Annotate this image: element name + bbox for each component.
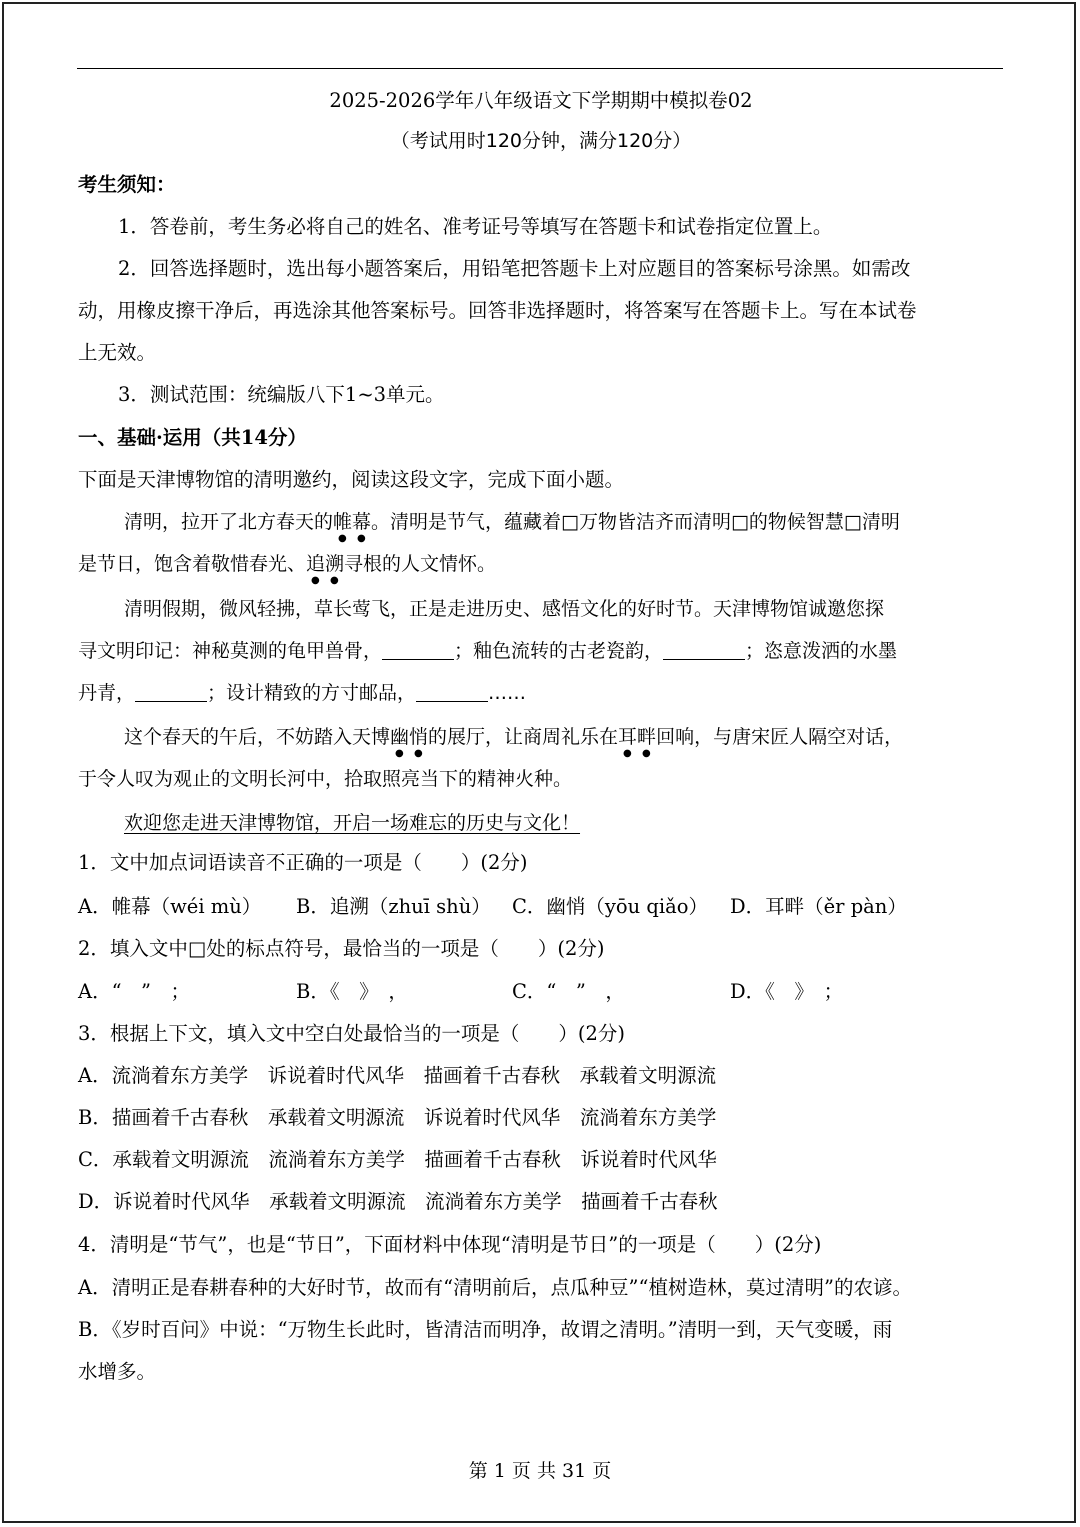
passage-p1-line1 <box>124 501 900 543</box>
text: 。清明是节气，蕴藏着□万物皆洁齐而清明□的物候智慧□清明 <box>371 511 900 533</box>
answer-blank <box>135 679 207 702</box>
passage-p3-line1 <box>124 716 903 758</box>
text: ；恣意泼洒的水墨 <box>745 640 898 662</box>
header-rule <box>77 68 1003 69</box>
dotted-word: 耳畔 <box>618 726 657 748</box>
question-2: 2．填入文中□处的标点符号，最恰当的一项是（ ）(2分) <box>78 937 605 960</box>
passage-p4: 欢迎您走进天津博物馆，开启一场难忘的历史与文化！ <box>124 812 581 834</box>
option-a: A．帷幕（wéi mù） <box>78 895 262 918</box>
option-a: A．“ ” ； <box>78 980 191 1003</box>
text: 的展厅，让商周礼乐在 <box>428 726 619 748</box>
question-3-option-d: D．诉说着时代风华 承载着文明源流 流淌着东方美学 描画着千古春秋 <box>78 1190 718 1213</box>
text: ；设计精致的方寸邮品， <box>207 682 417 704</box>
text: 回响，与唐宋匠人隔空对话， <box>656 726 904 748</box>
notice-item-2-cont: 动，用橡皮擦干净后，再选涂其他答案标号。回答非选择题时，将答案写在答题卡上。写在本试卷 <box>78 299 917 322</box>
question-4-option-a: A．清明正是春耕春种的大好时节，故而有“清明前后，点瓜种豆”“植树造林，莫过清明”的农谚。 <box>78 1276 912 1299</box>
dotted-word: 帷幕 <box>333 511 372 533</box>
question-3-option-b: B．描画着千古春秋 承载着文明源流 诉说着时代风华 流淌着东方美学 <box>78 1106 717 1129</box>
section-intro: 下面是天津博物馆的清明邀约，阅读这段文字，完成下面小题。 <box>78 468 625 491</box>
section-heading: 一、基础·运用（共14分） <box>78 426 307 449</box>
text: 寻根的人文情怀。 <box>344 553 497 575</box>
exam-title: 2025-2026学年八年级语文下学期期中模拟卷02 <box>329 89 753 112</box>
notice-item-2-end: 上无效。 <box>78 341 157 364</box>
option-d: D．《 》 ； <box>730 980 844 1003</box>
text: ；釉色流转的古老瓷韵， <box>454 640 664 662</box>
text: 清明，拉开了北方春天的 <box>124 511 334 533</box>
answer-blank <box>663 637 745 660</box>
passage-p2-line3 <box>78 672 526 714</box>
question-4-option-b: B．《岁时百问》中说：“万物生长此时，皆清洁而明净，故谓之清明。”清明一到，天气变暖，雨 <box>78 1318 893 1341</box>
notice-item-2: 2．回答选择题时，选出每小题答案后，用铅笔把答题卡上对应题目的答案标号涂黑。如需改 <box>118 257 911 280</box>
option-c: C．“ ” ， <box>512 980 625 1003</box>
passage-p2-line2 <box>78 630 897 672</box>
exam-subtitle: （考试用时120分钟，满分120分） <box>390 130 692 152</box>
text: 丹青， <box>78 682 136 704</box>
answer-blank <box>416 679 488 702</box>
question-4-option-b-cont: 水增多。 <box>78 1360 157 1383</box>
option-d: D．耳畔（ěr pàn） <box>730 895 907 918</box>
dotted-word: 追溯 <box>306 553 345 575</box>
question-2-options <box>78 971 1004 1013</box>
page-footer: 第 1 页 共 31 页 <box>468 1460 612 1482</box>
text: 寻文明印记：神秘莫测的龟甲兽骨， <box>78 640 383 662</box>
text: …… <box>488 682 527 704</box>
text: 这个春天的午后，不妨踏入天博 <box>124 726 391 748</box>
question-3-option-a: A．流淌着东方美学 诉说着时代风华 描画着千古春秋 承载着文明源流 <box>78 1064 717 1087</box>
passage-p1-line2 <box>78 543 496 585</box>
dotted-word: 幽悄 <box>390 726 429 748</box>
option-b: B．追溯（zhuī shù） <box>296 895 491 918</box>
passage-p2-line1: 清明假期，微风轻拂，草长莺飞，正是走进历史、感悟文化的好时节。天津博物馆诚邀您探 <box>124 598 885 620</box>
passage-p3-line2: 于令人叹为观止的文明长河中，拾取照亮当下的精神火种。 <box>78 768 573 790</box>
question-4: 4．清明是“节气”，也是“节日”，下面材料中体现“清明是节日”的一项是（ ）(2分) <box>78 1233 822 1256</box>
option-c: C．幽悄（yōu qiǎo） <box>512 895 709 918</box>
notice-item-1: 1．答卷前，考生务必将自己的姓名、准考证号等填写在答题卡和试卷指定位置上。 <box>118 215 833 238</box>
question-3-option-c: C．承载着文明源流 流淌着东方美学 描画着千古春秋 诉说着时代风华 <box>78 1148 717 1171</box>
question-1-options <box>78 886 1004 928</box>
question-3: 3．根据上下文，填入文中空白处最恰当的一项是（ ）(2分) <box>78 1022 626 1045</box>
option-b: B．《 》 ， <box>296 980 408 1003</box>
answer-blank <box>382 637 454 660</box>
notice-item-3: 3．测试范围：统编版八下1~3单元。 <box>118 383 445 406</box>
text: 是节日，饱含着敬惜春光、 <box>78 553 307 575</box>
question-1: 1．文中加点词语读音不正确的一项是（ ）(2分) <box>78 851 528 874</box>
notice-heading: 考生须知： <box>78 173 176 196</box>
